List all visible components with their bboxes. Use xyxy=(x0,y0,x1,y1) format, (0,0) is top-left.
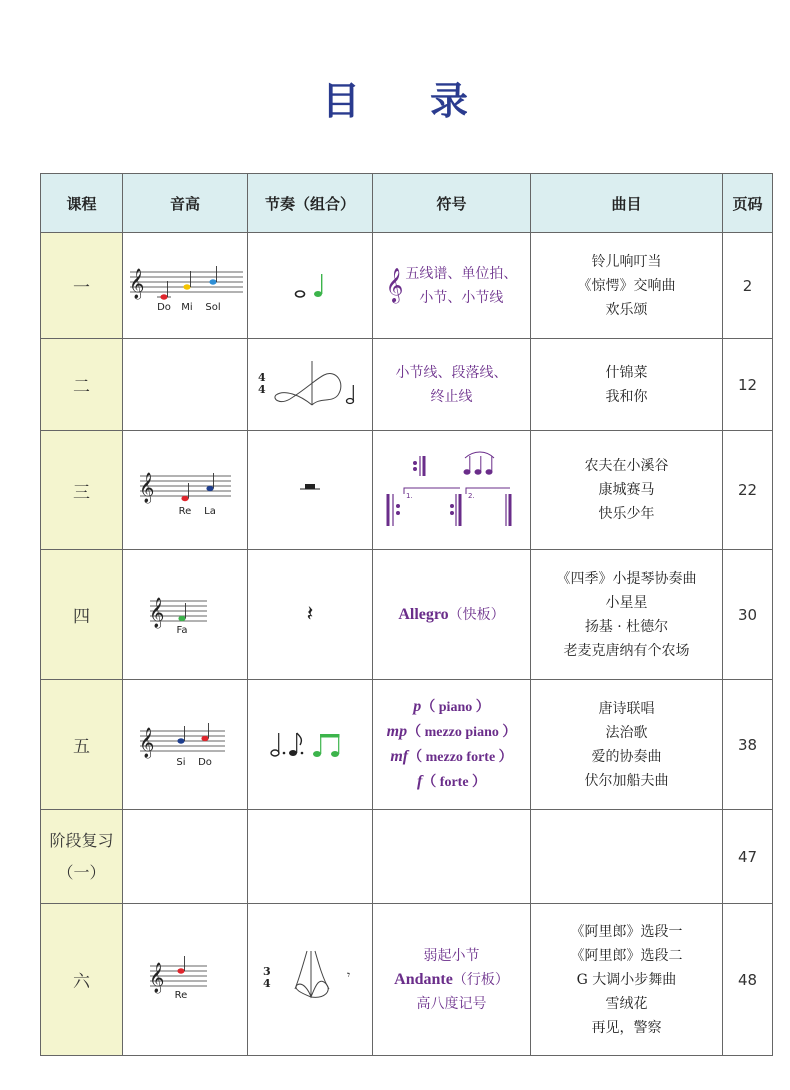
pitch-cell xyxy=(123,904,248,1056)
songs-cell xyxy=(531,233,723,339)
song-title: 唐诗联唱 xyxy=(598,700,655,717)
song-title: 康城赛马 xyxy=(598,482,655,498)
tempo-gloss: （快板） xyxy=(448,606,505,623)
treble-clef-icon: 𝄞 xyxy=(385,267,404,303)
song-title: 伏尔加船夫曲 xyxy=(584,772,669,789)
table-row xyxy=(41,680,773,810)
dynamic-mark: p xyxy=(413,697,422,715)
symbol-cell xyxy=(373,810,531,904)
half-rest-icon xyxy=(290,475,330,505)
note-do xyxy=(160,294,167,299)
pitch-cell xyxy=(123,680,248,810)
dynamic-mark: f xyxy=(416,772,423,790)
song-title: 《阿里郎》选段一 xyxy=(570,923,683,940)
page-number: 12 xyxy=(723,339,773,431)
header-page: 页码 xyxy=(723,174,773,233)
staff-fa xyxy=(145,587,225,643)
dynamic-gloss: （ mezzo forte ） xyxy=(408,749,513,765)
header-rhythm: 节奏（组合） xyxy=(248,174,373,233)
tempo-term: Allegro xyxy=(398,605,449,623)
rhythm-cell xyxy=(248,680,373,810)
symbol-cell xyxy=(373,339,531,431)
staff-do-mi-sol xyxy=(125,258,245,314)
treble-clef-icon: 𝄞 xyxy=(139,473,155,503)
note-la xyxy=(206,486,213,491)
table-row xyxy=(41,550,773,680)
note-sol xyxy=(209,279,216,284)
song-title: 法治歌 xyxy=(605,724,648,741)
note-fa xyxy=(178,615,185,620)
tempo-term: Andante xyxy=(394,970,453,988)
rhythm-cell xyxy=(248,810,373,904)
note-si xyxy=(177,738,184,743)
dynamic-mark: mp xyxy=(386,722,408,740)
pitch-cell xyxy=(123,233,248,339)
quarter-rest-icon: 𝄽 xyxy=(306,602,314,627)
pitch-cell xyxy=(123,810,248,904)
song-title: 铃儿响叮当 xyxy=(591,253,662,270)
table-row xyxy=(41,810,773,904)
symbol-cell xyxy=(373,680,531,810)
song-title: 《四季》小提琴协奏曲 xyxy=(556,570,697,587)
tempo-gloss: （行板） xyxy=(452,971,509,988)
page-number: 47 xyxy=(723,810,773,904)
note-label: La xyxy=(204,506,216,517)
svg-text:4: 4 xyxy=(263,976,271,990)
treble-clef-icon: 𝄞 xyxy=(149,597,165,628)
staff-re-la xyxy=(135,462,235,518)
header-lesson: 课程 xyxy=(41,174,123,233)
table-row xyxy=(41,339,773,431)
svg-text:4: 4 xyxy=(258,382,266,396)
song-title: 《惊愕》交响曲 xyxy=(577,277,676,294)
lesson-cell: 四 xyxy=(41,550,123,680)
lesson-cell: 二 xyxy=(41,339,123,431)
symbol-text: 弱起小节 xyxy=(423,947,480,964)
songs-cell xyxy=(531,680,723,810)
lesson-cell: 一 xyxy=(41,233,123,339)
song-title: 《阿里郎》选段二 xyxy=(570,947,683,964)
dynamic-gloss: （ forte ） xyxy=(422,774,487,790)
whole-and-quarter-note-icon xyxy=(280,266,340,306)
treble-clef-icon: 𝄞 xyxy=(149,962,165,993)
svg-text:4: 4 xyxy=(258,370,266,384)
pitch-cell xyxy=(123,339,248,431)
pitch-cell xyxy=(123,431,248,550)
conducting-pattern-4-4-icon xyxy=(250,355,370,415)
song-title: 雪绒花 xyxy=(605,995,648,1012)
page-number: 48 xyxy=(723,904,773,1056)
note-label: Do xyxy=(157,301,171,313)
note-label: Do xyxy=(198,756,212,768)
table-row xyxy=(41,431,773,550)
treble-clef-icon: 𝄞 xyxy=(139,727,155,758)
lesson-cell xyxy=(41,810,123,904)
page-number: 38 xyxy=(723,680,773,810)
note-mi xyxy=(183,284,190,289)
table-row xyxy=(41,233,773,339)
page-number: 2 xyxy=(723,233,773,339)
songs-cell xyxy=(531,550,723,680)
svg-text:3: 3 xyxy=(263,964,271,978)
note-re xyxy=(181,496,188,501)
svg-text:2.: 2. xyxy=(467,492,475,500)
songs-cell xyxy=(531,810,723,904)
symbol-text: 终止线 xyxy=(430,388,473,405)
header-row xyxy=(41,174,773,233)
song-title: 爱的协奏曲 xyxy=(591,748,662,765)
dynamic-gloss: （ mezzo piano ） xyxy=(407,724,517,740)
header-songs: 曲目 xyxy=(531,174,723,233)
rhythm-cell xyxy=(248,233,373,339)
repeat-and-ending-signs-icon xyxy=(382,450,522,530)
symbol-text: 小节、小节线 xyxy=(419,289,504,306)
note-label: Re xyxy=(178,506,192,517)
symbol-cell xyxy=(373,233,531,339)
rhythm-cell xyxy=(248,904,373,1056)
review-label: 阶段复习 xyxy=(49,830,114,850)
note-high-do xyxy=(201,735,208,740)
page-number: 22 xyxy=(723,431,773,550)
symbol-text: 五线谱、单位拍、 xyxy=(405,265,518,282)
dynamic-gloss: （ piano ） xyxy=(421,699,490,715)
lesson-cell: 六 xyxy=(41,904,123,1056)
note-label: Mi xyxy=(181,301,193,313)
header-pitch: 音高 xyxy=(123,174,248,233)
song-title: 再见，警察 xyxy=(591,1019,662,1036)
svg-text:1.: 1. xyxy=(405,492,413,500)
note-label: Si xyxy=(176,756,186,768)
symbol-text: 高八度记号 xyxy=(416,995,487,1012)
table-row xyxy=(41,904,773,1056)
song-title: 什锦菜 xyxy=(605,364,648,381)
eighth-rest-icon: 𝄾 xyxy=(347,967,351,982)
dotted-rhythm-icon xyxy=(265,725,355,765)
song-title: 老麦克唐纳有个农场 xyxy=(563,642,690,659)
note-label: Fa xyxy=(176,624,188,636)
songs-cell xyxy=(531,339,723,431)
header-symbol: 符号 xyxy=(373,174,531,233)
note-high-re xyxy=(177,968,184,973)
staff-high-re xyxy=(145,952,225,1008)
symbol-cell xyxy=(373,550,531,680)
page-number: 30 xyxy=(723,550,773,680)
dynamic-mark: mf xyxy=(390,747,409,765)
song-title: 小星星 xyxy=(605,594,648,611)
note-label: Re xyxy=(174,989,188,1001)
staff-si-do xyxy=(135,717,235,773)
songs-cell xyxy=(531,904,723,1056)
symbol-cell xyxy=(373,431,531,550)
song-title: 扬基 · 杜德尔 xyxy=(584,618,669,635)
symbol-cell xyxy=(373,904,531,1056)
rhythm-cell xyxy=(248,339,373,431)
lesson-cell: 五 xyxy=(41,680,123,810)
lesson-cell: 三 xyxy=(41,431,123,550)
treble-clef-icon: 𝄞 xyxy=(129,268,145,299)
rhythm-cell xyxy=(248,550,373,680)
conducting-pattern-3-4-icon xyxy=(255,945,365,1015)
song-title: 快乐少年 xyxy=(598,506,655,522)
note-label: Sol xyxy=(205,301,221,313)
symbol-text: 小节线、段落线、 xyxy=(395,364,508,381)
toc-table xyxy=(40,173,773,1056)
song-title: 欢乐颂 xyxy=(605,301,648,318)
review-number: （一） xyxy=(57,862,106,882)
page-title: 目录 xyxy=(321,79,538,123)
rhythm-cell xyxy=(248,431,373,550)
songs-cell xyxy=(531,431,723,550)
song-title: G 大调小步舞曲 xyxy=(576,971,677,988)
pitch-cell xyxy=(123,550,248,680)
song-title: 农夫在小溪谷 xyxy=(584,458,669,474)
song-title: 我和你 xyxy=(605,388,648,405)
